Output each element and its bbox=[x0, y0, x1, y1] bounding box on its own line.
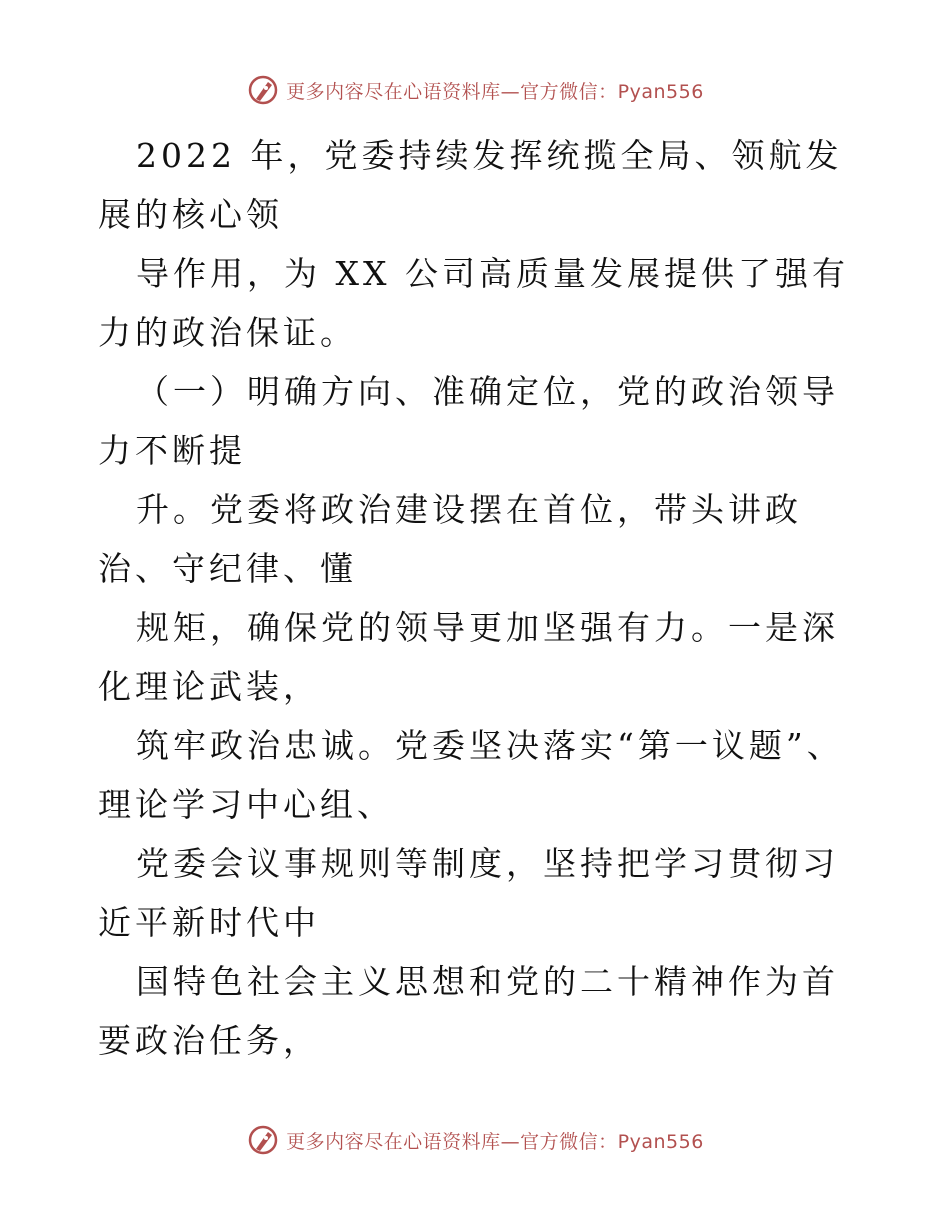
paragraph bbox=[98, 598, 858, 716]
watermark-text: 更多内容尽在心语资料库—官方微信：Pyan556 bbox=[286, 1130, 704, 1153]
paragraph bbox=[98, 834, 858, 952]
document-body bbox=[98, 126, 858, 1070]
paragraph-wrap: 论学习中心组、 bbox=[135, 785, 394, 824]
pen-nib-logo-icon bbox=[246, 73, 280, 107]
watermark-footer bbox=[0, 1120, 950, 1160]
paragraph-wrap: 断提 bbox=[172, 431, 246, 470]
paragraph bbox=[98, 952, 858, 1070]
paragraph-line: 2022 年，党委持续发挥统揽全局、领航发展的 bbox=[98, 136, 843, 234]
paragraph bbox=[98, 244, 858, 362]
paragraph-line: 规矩，确保党的领导更加坚强有力。一是深化理 bbox=[98, 608, 839, 706]
watermark-text: 更多内容尽在心语资料库—官方微信：Pyan556 bbox=[286, 80, 704, 103]
paragraph-line: （一）明确方向、准确定位，党的政治领导力不 bbox=[98, 372, 839, 470]
paragraph-line: 党委会议事规则等制度，坚持把学习贯彻习近平 bbox=[98, 844, 839, 942]
paragraph bbox=[98, 362, 858, 480]
watermark-header bbox=[0, 70, 950, 110]
paragraph-wrap: 论武装， bbox=[172, 667, 320, 706]
paragraph-wrap: 新时代中 bbox=[172, 903, 320, 942]
paragraph-wrap: 政治保证。 bbox=[172, 313, 357, 352]
paragraph-wrap: 核心领 bbox=[172, 195, 283, 234]
paragraph-wrap: 纪律、懂 bbox=[209, 549, 357, 588]
paragraph-line: 升。党委将政治建设摆在首位，带头讲政治、守 bbox=[98, 490, 802, 588]
paragraph bbox=[98, 716, 858, 834]
paragraph-line: 国特色社会主义思想和党的二十精神作为首要政 bbox=[98, 962, 839, 1060]
paragraph bbox=[98, 126, 858, 244]
paragraph-line: 筑牢政治忠诚。党委坚决落实“第一议题”、理 bbox=[98, 726, 844, 824]
pen-nib-logo-icon bbox=[246, 1123, 280, 1157]
paragraph-wrap: 治任务， bbox=[172, 1021, 320, 1060]
paragraph-line: 导作用，为 XX 公司高质量发展提供了强有力的 bbox=[98, 254, 849, 352]
paragraph bbox=[98, 480, 858, 598]
